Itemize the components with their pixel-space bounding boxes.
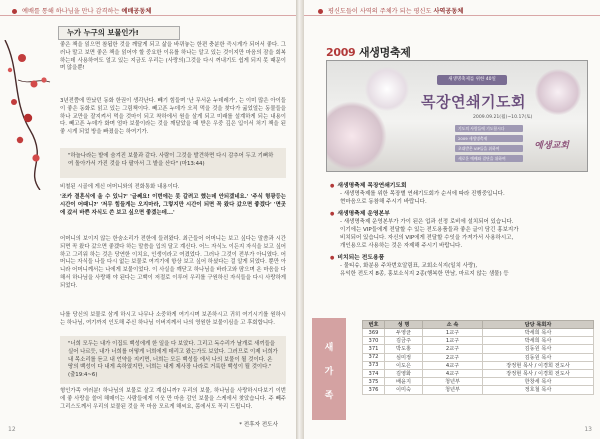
table-row (363, 386, 594, 394)
header-dot-icon (12, 9, 17, 14)
col-number: 번호 (363, 321, 385, 329)
table-cell: 정호철 목사 (483, 386, 594, 394)
church-logo: 예생교회 (534, 141, 569, 151)
header-dot-icon (318, 9, 323, 14)
table-row (363, 345, 594, 353)
table-cell: 369 (363, 329, 385, 337)
bible-quote-1: "하늘나라는 밭에 숨겨진 보물과 같다. 사람이 그것을 발견하면 다시 감추어 두고 기뻐하여 돌아가서 가진 것을 다 팔아서 그 밭을 산다" (마13:44) (60, 148, 286, 178)
poster-main-title: 목장연쇄기도회 (421, 93, 526, 111)
paragraph-5: 나를 당신의 보물로 삼게 하시고 나무나 소중하게 여기시며 보존하시고 귀히 여기시기를 원하시는 하나님, 여기까지 인도해 주신 하나님 이버지께서 나의 영원한 보물이심을 고 후회합니다. (60, 312, 286, 326)
notice-line: 이기에는 VIP들에게 전달할 수 있는 전도용품들과 좋은 글이 담긴 홍보지가 (340, 227, 519, 233)
event-name: 새생명축제 (358, 46, 411, 59)
notice-line: - 물티슈, 화분용 주차번호알림표, 교회소식지(일치 사랑), (340, 263, 478, 269)
table-cell: 심미정 (385, 353, 423, 361)
article-title: 누가 누구의 보물인가! (58, 26, 180, 40)
table-cell: 376 (363, 386, 385, 394)
table-cell: 청년부 (423, 386, 483, 394)
notice-section (330, 210, 592, 250)
new-family-table (362, 320, 594, 395)
table-cell: 372 (363, 353, 385, 361)
table-cell: 장정현 목사 / 이경희 전도사 (483, 361, 594, 369)
table-cell: 김동원 목사 (483, 345, 594, 353)
col-group: 소 속 (423, 321, 483, 329)
dialog-lines: '조카 결혼식에 올 수 있니?' '글쎄요! 이번에는 못 갈려고 했는데 안되겠네요.' '주식 형광등는 시간이 어때니?' '저무 힘들게는 오지마라, 그렇지만 시간이 되면 꼭 왔다 갔으면 좋겠다' '면곳에 갔서 바쁜 자식도 쓴 보고 싶으면 좋겠는데...' (60, 194, 286, 216)
right-header-prefix: 평신도들이 사역의 주체가 되는 평신도 (327, 8, 432, 15)
notice-section (330, 254, 592, 278)
table-cell: 청년부 (423, 378, 483, 386)
flower-decoration (365, 67, 409, 111)
table-row (363, 337, 594, 345)
table-cell: 박도홍 (385, 345, 423, 353)
right-header-bold: 사역공동체 (433, 8, 464, 15)
book-gutter (296, 0, 304, 439)
right-page-number: 13 (584, 426, 592, 433)
col-name: 성 명 (385, 321, 423, 329)
poster-topic: 새로운 예배와 결단을 위하여 (455, 155, 523, 162)
table-cell: 2교구 (423, 353, 483, 361)
table-cell: 2교구 (423, 345, 483, 353)
label-char: 가 (324, 367, 334, 377)
left-header-bold: 예배공동체 (121, 8, 152, 15)
table-cell: 373 (363, 361, 385, 369)
left-page-number: 12 (8, 426, 16, 433)
table-row (363, 361, 594, 369)
notice-line: 비치되어 있습니다. 자신의 VIP에게 전달할 수잇을 가져가서 사용하시고, (340, 235, 514, 241)
label-char: 새 (324, 343, 334, 353)
table-cell: 박세희 목사 (483, 329, 594, 337)
left-header (0, 0, 296, 16)
table-cell: 한창세 목사 (483, 378, 594, 386)
notice-line: 개인용으로 사용하는 것은 자제해 주시기 바랍니다. (340, 243, 463, 249)
table-cell: 배윤지 (385, 378, 423, 386)
poster-date: 2009.09.21(월)~10.17(토) (473, 115, 533, 120)
table-cell: 장정현 목사 / 이경희 전도사 (483, 369, 594, 377)
notice-section (330, 182, 592, 206)
new-family-label (312, 318, 346, 420)
paragraph-6: 형인가족 여러분! 하나님의 보물로 살고 계십니까? 우리의 보물, 하나님을 사랑하시다보기 이번에 좋 사랑을 쓸어 해매이는 사람들에게 이웃 만 마음 감인 보물을 스케에서 찾았습니다. 주 빼주 그리스도께서 우리의 보물된 것을 꼭 마음 모르게 해씨요, 몸에서도 꼭리 드립니다. (60, 388, 286, 410)
poster-topic: 2009 새생명축제 (455, 135, 523, 142)
table-cell: 김동원 목사 (483, 353, 594, 361)
table-cell: 374 (363, 369, 385, 377)
paragraph-3: 비철된 시골에 게신 어머니와의 전화통화 내용이다. (60, 184, 180, 190)
prayer-poster (326, 60, 588, 172)
notice-heading: ● 비치되는 전도용품 (330, 254, 592, 262)
table-row (363, 353, 594, 361)
left-header-prefix: 예배를 통해 하나님을 만나 감격하는 (21, 8, 120, 15)
table-cell: 371 (363, 345, 385, 353)
col-pastor: 담당 목회자 (483, 321, 594, 329)
event-title (326, 44, 411, 60)
table-row (363, 378, 594, 386)
paragraph-2: 3년전쯤에 만났던 동화 한권이 생각난다. 빼기 힘들며 '난 무서운 누데레가', 는 이미 많은 아이들이 좋은 동화로 읽고 있는 그림책이다. 빼고픈 누데가 오직 먹을 것을 찾다가 굶었얼는 동물들을 하나 교만을 잘지켜서 먹을 것마이 되고 착하에서 원을 살게 되고 미래를 설계하게 되는 내용이다. 빼고픈 누데가 화며 엄마 보물이라는 것을 깨달았을 때 받은 우중 깊은 입이서 처기 책을 된 좋 시게 되었 방을 빠졌을는 하여기가. (60, 98, 286, 136)
table-cell: 이미숙 (385, 386, 423, 394)
notice-line: - 새생명축제 운영본부가 가이 된은 업과 선정 로비에 설치되어 있습니다. (340, 219, 514, 225)
table-cell: 375 (363, 378, 385, 386)
poster-topic: 기도의 사람들에 기도합시다 (455, 125, 523, 132)
table-cell: 370 (363, 337, 385, 345)
notice-heading: ● 새생명축제 운영본부 (330, 210, 592, 218)
event-year: 2009 (326, 46, 356, 59)
table-cell: 두영균 (385, 329, 423, 337)
table-cell: 4교구 (423, 369, 483, 377)
paragraph-1: 좋은 책을 읽으면 참됩한 것을 깨달게 되고 삶을 바뀌놓는 한편 충분한 즉시게가 되어서 좋다. 그러나 말고 보면 좋은 책을 읽어야 할 중요한 이유를 하나는 알고 있는 것이지만 마음의 잠을 회복하는데 사용하여도 얼고 있는 지금도 우리는 (사랑의)그것을 다시 꺼내기도 쉽게 되지 못 때문이며 않을뿐! (60, 42, 286, 72)
table-cell: 김금주 (385, 337, 423, 345)
notice-line: 유익한 전도지 8종, 홍보소식지 2종(행복한 만남, 마르지 않는 샘물) 등 (340, 271, 509, 277)
notice-line: 현마음으로 동참해 주시기 바랍니다. (340, 199, 427, 205)
plum-blossom-decoration (0, 40, 58, 190)
notice-line: - 새생명축제를 위한 목장별 연쇄기도회가 순서에 따라 진행중입니다. (340, 191, 505, 197)
flower-decoration (326, 101, 387, 171)
poster-subtitle: 새생명축제를 위한 40일 (437, 75, 507, 85)
author-signature: * 전후자 전도사 (239, 422, 278, 428)
right-page (304, 0, 600, 439)
flower-decoration (535, 69, 581, 115)
table-cell: 이도은 (385, 361, 423, 369)
table-cell: 1교구 (423, 329, 483, 337)
table-cell: 1교구 (423, 337, 483, 345)
label-char: 족 (324, 391, 334, 401)
right-header (304, 0, 600, 16)
bible-quote-2: "너희 모두는 내가 이집트 백성에게 한 일을 다 보았다. 그리고 독수리가 날개로 새끼들을 실어 나르듯, 내가 너희를 어떻게 너희에게 데리고 왔는가도 보았다. 그러므로 이제 너희가 내 목소리를 듣고 내 언약을 지키면, 너희는 모든 백성들 에서 나의 보물이 될 것이다. 온 땅의 백성이 다 내게 속하였지만, 너희는 내게 제사장 나라로 거룩한 백성이 될 것이다." (출19:4~6) (60, 336, 286, 384)
poster-topic: 초대받은 VIP들을 위하여 (455, 145, 523, 152)
table-cell: 4교구 (423, 361, 483, 369)
table-cell: 박세희 목사 (483, 337, 594, 345)
table-row (363, 369, 594, 377)
table-cell: 김영화 (385, 369, 423, 377)
table-header-row (363, 321, 594, 329)
table-row (363, 329, 594, 337)
notice-heading: ● 새생명축제 목장연쇄기도회 (330, 182, 592, 190)
paragraph-4: 어머니의 보이지 않는 한숨소리가 전한에 들려왔다. 최근들어 어머니는 보고 싶다는 말씀과 시간되면 꼭 왔다 갔으면 좋겠다 하는 말씀을 입의 달고 계신다. 어느 자식노 이든지 자식을 보고 싶어 하고 그리워 하는 것은 당연한 이치요, 인생이라고 여겼었다. 그러나 그것이 전부가 아니였다. 어머니는 자식들 나들 다시 없는 보물로 여겨기에 항상 보고 싶어 하셨다는 걸 알게 되었다. 뿐만 아니라 어머니께서는 나에게 보물이었다. 이 사실을 깨닫고 하나님을 바라고와 땀으며 온 마음을 다해서 하나님을 사랑해 야 된다는 고백이 저절로 이루어 우리를 구원하신 자식들을 다시 사랑하게 되었다. (60, 236, 286, 289)
left-page (0, 0, 296, 439)
